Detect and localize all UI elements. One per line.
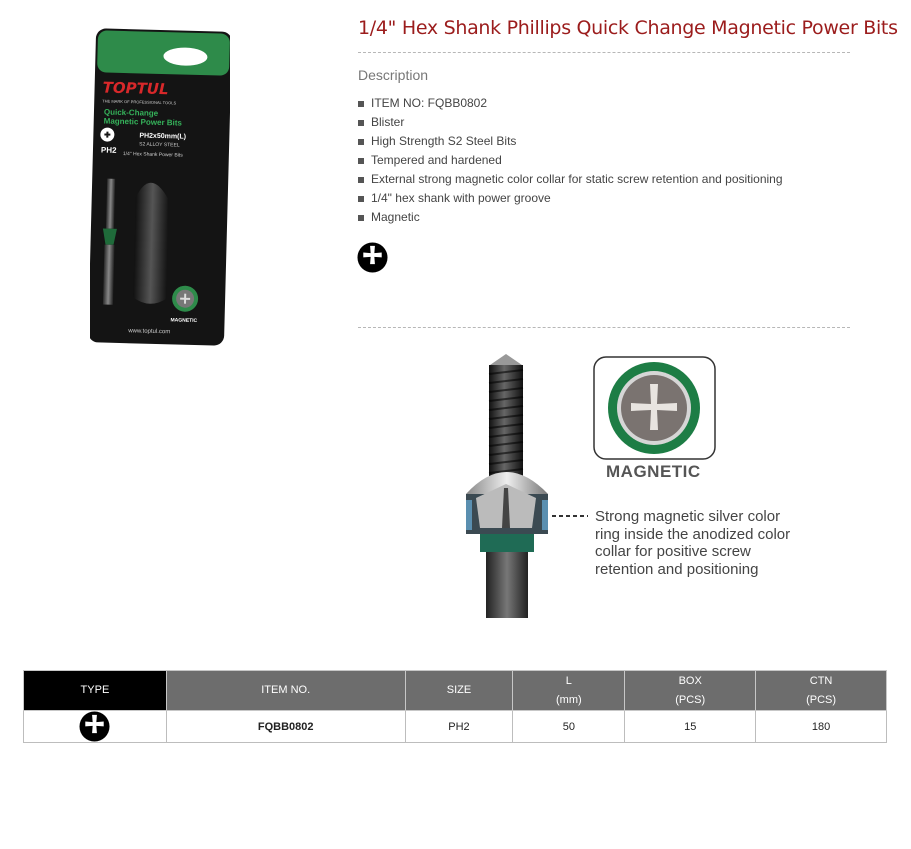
bullet-icon	[358, 158, 364, 164]
item-no-cell: FQBB0802	[166, 711, 405, 743]
product-package-image	[90, 28, 230, 346]
package-tagline: THE MARK OF PROFESSIONAL TOOLS	[102, 98, 177, 106]
table-header-row	[24, 671, 887, 711]
spec-table	[23, 670, 887, 743]
feature-item: High Strength S2 Steel Bits	[358, 132, 783, 151]
package-tip: PH2	[100, 145, 117, 155]
package-steel: S2 ALLOY STEEL	[139, 141, 180, 149]
bullet-icon	[358, 139, 364, 145]
callout-text: Strong magnetic silver color ring inside the anodized color collar for positive screw retention and positioning	[595, 508, 791, 578]
package-size: PH2x50mm(L)	[139, 132, 187, 141]
bullet-icon	[358, 196, 364, 202]
package-url: www.toptul.com	[128, 328, 171, 336]
feature-item: 1/4" hex shank with power groove	[358, 189, 783, 208]
bit-detail-illustration	[460, 350, 780, 625]
divider	[358, 327, 850, 328]
phillips-cross-icon	[79, 711, 110, 742]
package-line1: Quick-Change	[103, 107, 159, 118]
col-box: BOX (PCS)	[625, 671, 756, 711]
col-l: L (mm)	[513, 671, 625, 711]
bullet-icon	[358, 120, 364, 126]
bullet-icon	[358, 215, 364, 221]
feature-item: External strong magnetic color collar for static screw retention and positioning	[358, 170, 783, 189]
product-title: 1/4" Hex Shank Phillips Quick Change Magnetic Power Bits	[358, 17, 898, 39]
col-ctn: CTN (PCS)	[756, 671, 887, 711]
size-cell: PH2	[405, 711, 513, 743]
phillips-cross-icon	[357, 242, 388, 273]
package-shank: 1/4" Hex Shank Power Bits	[122, 151, 183, 159]
feature-item: Magnetic	[358, 208, 783, 227]
length-cell: 50	[513, 711, 625, 743]
divider	[358, 52, 850, 53]
col-type: TYPE	[24, 671, 167, 711]
ctn-cell: 180	[756, 711, 887, 743]
type-cell	[24, 711, 167, 743]
col-item-no: ITEM NO.	[166, 671, 405, 711]
bullet-icon	[358, 177, 364, 183]
package-line2: Magnetic Power Bits	[103, 116, 183, 128]
package-brand: TOPTUL	[102, 78, 169, 99]
table-row	[24, 711, 887, 743]
package-badge: MAGNETIC	[170, 317, 198, 325]
bullet-icon	[358, 101, 364, 107]
feature-list	[358, 94, 783, 227]
feature-item: ITEM NO: FQBB0802	[358, 94, 783, 113]
description-heading: Description	[358, 67, 429, 83]
col-size: SIZE	[405, 671, 513, 711]
magnetic-label: MAGNETIC	[606, 462, 701, 481]
feature-item: Blister	[358, 113, 783, 132]
box-cell: 15	[625, 711, 756, 743]
feature-item: Tempered and hardened	[358, 151, 783, 170]
